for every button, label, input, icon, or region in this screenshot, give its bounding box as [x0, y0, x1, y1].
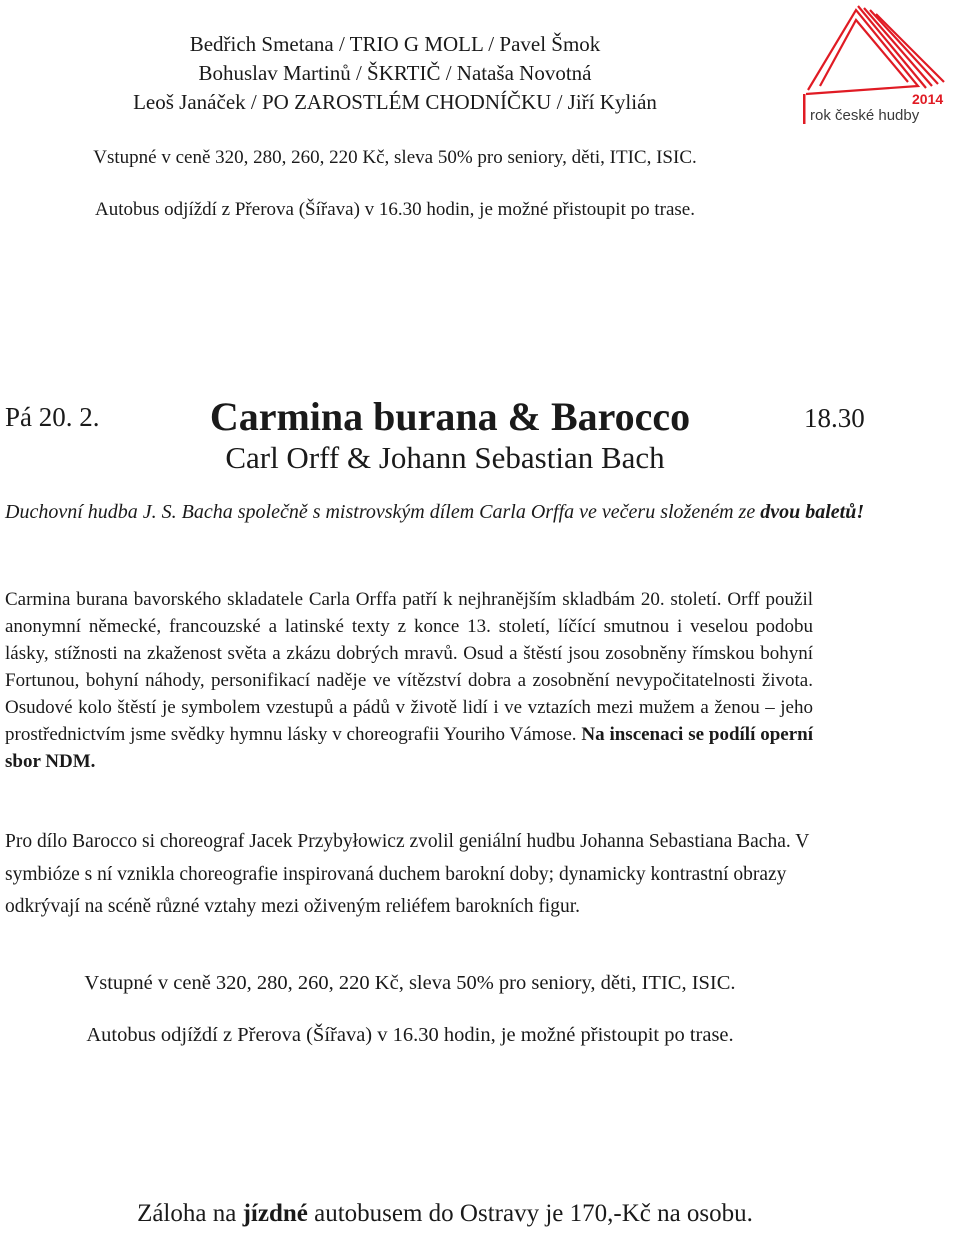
event-subtitle: Carl Orff & Johann Sebastian Bach: [225, 440, 665, 475]
deposit-note: [0, 1200, 890, 1228]
carmina-burana-description: [5, 586, 813, 775]
description-text: Carmina burana bavorského skladatele Carla Orffa patří k nejhranějším skladbám 20. století. Orff použil anonymní německé, francouzské a latinské texty z konce 13. století, líčící smutnou i veselou podobu lásky, stížnosti na zkaženost světa a zkázu dobrých mravů. Osud a štěstí jsou zosobněny římskou bohyní Fortunou, bohyní náhody, personifikací naděje ve vítězství dobra a zosobnění nevypočitatelnosti života. Osudové kolo štěstí je symbolem vzestupů a pádů v životě lidí i ve vztazích mezi mužem a ženou – jeho prostřednictvím jsme svědky hymnu lásky v choreografii Youriho Vámose.: [5, 589, 813, 745]
event-title: Carmina burana & Barocco: [209, 394, 691, 439]
program-credits: [0, 30, 790, 117]
credit-line: Bohuslav Martinů / ŠKRTIČ / Nataša Novotná: [198, 61, 592, 85]
price-info: Vstupné v ceně 320, 280, 260, 220 Kč, sleva 50% pro seniory, děti, ITIC, ISIC.: [84, 972, 736, 994]
event-time: 18.30: [804, 403, 865, 433]
deposit-emphasis: jízdné: [242, 1200, 308, 1227]
price-info: Vstupné v ceně 320, 280, 260, 220 Kč, sleva 50% pro seniory, děti, ITIC, ISIC.: [93, 147, 697, 168]
intro-emphasis: dvou baletů!: [760, 501, 865, 523]
choir-note: Na inscenaci se podílí operní sbor NDM.: [5, 724, 813, 772]
barocco-description: Pro dílo Barocco si choreograf Jacek Przybyłowicz zvolil geniální hudbu Johanna Sebastiana Bacha. V symbióze s ní vznikla choreografie inspirovaná duchem barokní doby; dynamicky kontrastní obrazy odkrývají na scéně různé vztahy mezi oživeným reliéfem barokních figur.: [5, 831, 809, 917]
deposit-text: Záloha na: [137, 1200, 243, 1227]
logo-year: 2014: [912, 91, 944, 107]
bus-info: Autobus odjíždí z Přerova (Šířava) v 16.30 hodin, je možné přistoupit po trase.: [95, 199, 695, 220]
logo-text: rok české hudby: [810, 107, 920, 124]
deposit-text: autobusem do Ostravy je 170,-Kč na osobu.: [307, 1200, 753, 1227]
credit-line: Leoš Janáček / PO ZAROSTLÉM CHODNÍČKU / Jiří Kylián: [133, 90, 657, 114]
triangle-logo-icon: [798, 2, 958, 130]
event-date: Pá 20. 2.: [5, 402, 100, 432]
credit-line: Bedřich Smetana / TRIO G MOLL / Pavel Šmok: [189, 32, 601, 56]
event-intro: [5, 498, 895, 527]
intro-text: Duchovní hudba J. S. Bacha společně s mistrovským dílem Carla Orffa ve večeru složeném ze: [5, 501, 761, 523]
czech-music-year-logo: [798, 2, 958, 130]
bus-info: Autobus odjíždí z Přerova (Šířava) v 16.30 hodin, je možné přistoupit po trase.: [86, 1024, 734, 1046]
